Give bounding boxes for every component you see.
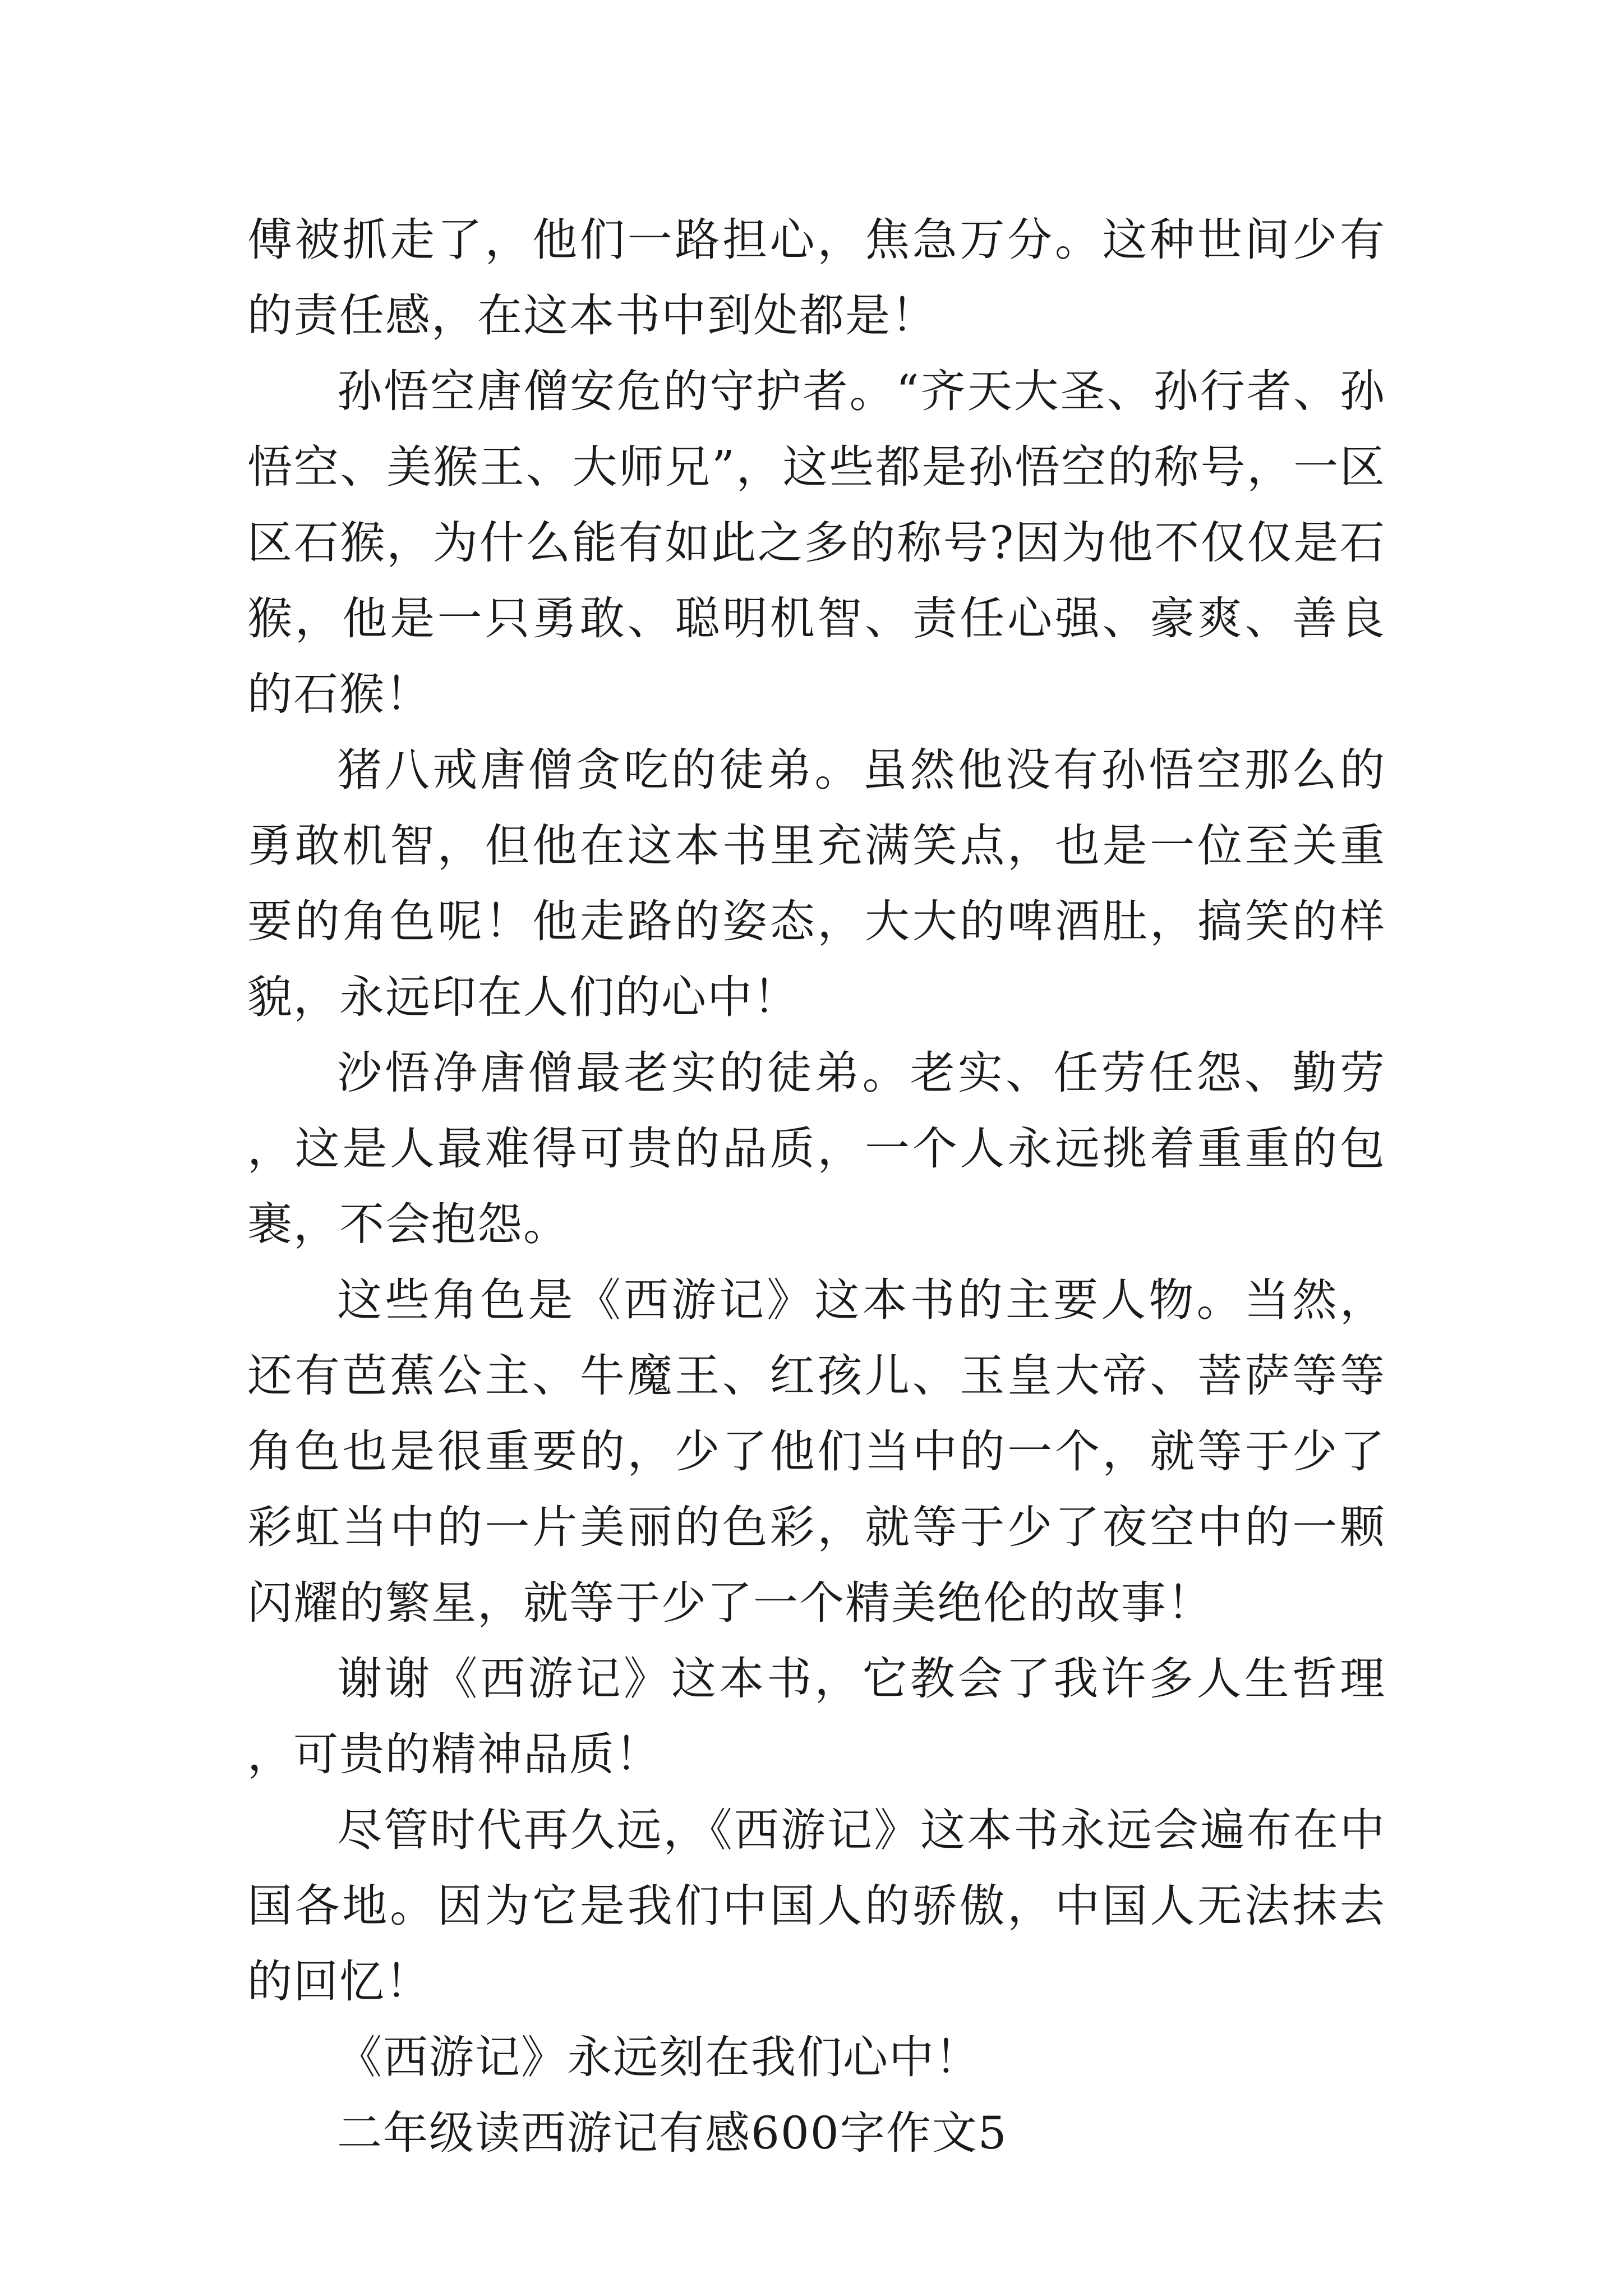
paragraph-other-characters: 这些角色是《西游记》这本书的主要人物。当然，还有芭蕉公主、牛魔王、红孩儿、玉皇大帝、菩萨等等角色也是很重要的，少了他们当中的一个，就等于少了彩虹当中的一片美丽的色彩，就等于少了夜空中的一颗闪耀的繁星，就等于少了一个精美绝伦的故事！ [247,1274,1386,1629]
paragraph-zhu-bajie: 猪八戒唐僧贪吃的徒弟。虽然他没有孙悟空那么的勇敢机智，但他在这本书里充满笑点，也是一位至关重要的角色呢！他走路的姿态，大大的啤酒肚，搞笑的样貌，永远印在人们的心中！ [247,744,1386,1023]
body-text [247,202,1386,2171]
paragraph-closing: 《西游记》永远刻在我们心中！ [337,2031,981,2083]
paragraph-continuation: 傅被抓走了，他们一路担心，焦急万分。这种世间少有的责任感，在这本书中到处都是！ [247,214,1386,342]
paragraph-legacy: 尽管时代再久远，《西游记》这本书永远会遍布在中国各地。因为它是我们中国人的骄傲，中国人无法抹去的回忆！ [247,1804,1386,2008]
paragraph-thanks: 谢谢《西游记》这本书，它教会了我许多人生哲理，可贵的精神品质！ [247,1653,1386,1780]
section-heading: 二年级读西游记有感600字作文5 [337,2107,1008,2159]
paragraph-sun-wukong: 孙悟空唐僧安危的守护者。“齐天大圣、孙行者、孙悟空、美猴王、大师兄”，这些都是孙悟空的称号，一区区石猴，为什么能有如此之多的称号?因为他不仅仅是石猴，他是一只勇敢、聪明机智、责任心强、豪爽、善良的石猴！ [247,365,1386,720]
paragraph-sha-wujing: 沙悟净唐僧最老实的徒弟。老实、任劳任怨、勤劳，这是人最难得可贵的品质，一个人永远挑着重重的包裹，不会抱怨。 [247,1047,1386,1250]
